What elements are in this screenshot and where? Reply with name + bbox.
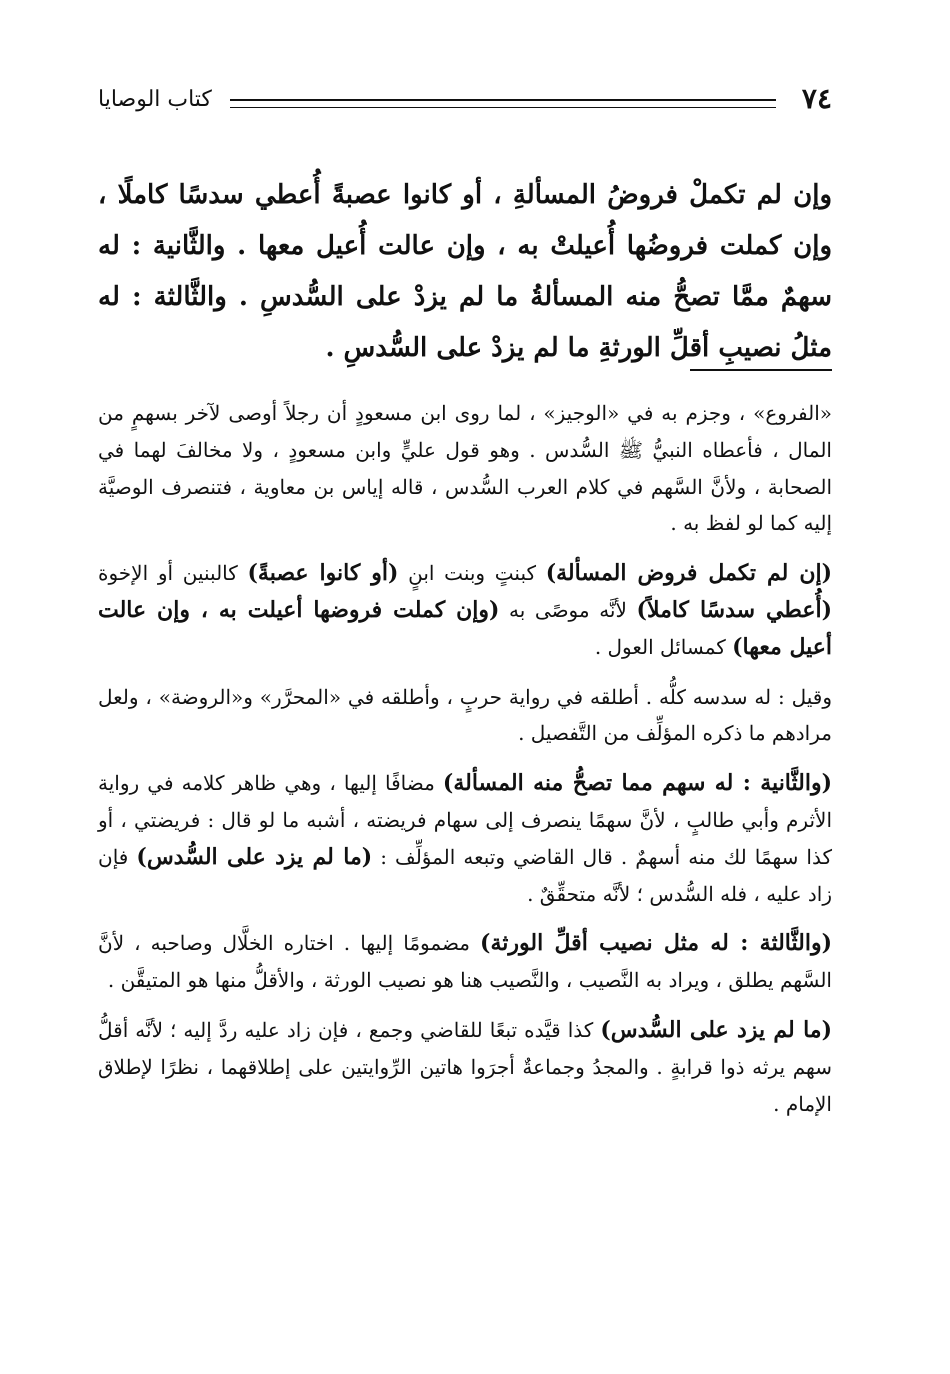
commentary-text: مضمومًا إليها . اختاره الخلَّال وصاحبه ، لأنَّ السَّهم يطلق ، ويراد به النَّصيب ، والنَّصيب هنا هو نصيب الورثة ، والأقلُّ منها هو المتيقَّن .: [98, 931, 832, 993]
lemma-text: (أو كانوا عصبةً): [247, 560, 399, 587]
commentary-text: كمسائل العول .: [594, 634, 733, 659]
commentary-paragraph-3: وقيل : له سدسه كلُّه . أطلقه في رواية حربٍ ، وأطلقه في «المحرَّر» و«الروضة» ، ولعل مرادهم ما ذكره المؤلِّف من التَّفصيل .: [98, 684, 832, 746]
lemma-text: (وإن كملت فروضها أعيلت به ، وإن عالت أعيل معها): [98, 596, 832, 660]
commentary-text: فإن زاد عليه ، فله السُّدس ؛ لأنَّه متحقِّقٌ .: [98, 844, 832, 906]
page-number: ٧٤: [801, 82, 832, 115]
commentary-text: لأنَّه موصًى به: [499, 597, 637, 622]
commentary-paragraph-2: [98, 555, 832, 665]
lemma-text: (ما لم يزد على السُّدس): [600, 1016, 832, 1043]
page-header: [98, 82, 832, 122]
commentary-text: كبنتٍ وبنت ابنٍ: [398, 561, 546, 586]
lemma-text: (إن لم تكمل فروض المسألة): [545, 560, 833, 587]
lemma-text: (ما لم يزد على السُّدس): [136, 843, 373, 870]
commentary-text: كذا قيَّده تبعًا للقاضي وجمع ، فإن زاد عليه ردَّ إليه ؛ لأنَّه أقلُّ سهم يرثه ذوا قرابةٍ . والمجدُ وجماعةٌ أجرَوا هاتين الرِّوايتين على إطلاقهما ، نظرًا لإطلاق الإمام .: [98, 1017, 832, 1116]
commentary-paragraph-5: [98, 925, 832, 999]
commentary: [98, 395, 832, 1135]
commentary-paragraph-6: [98, 1012, 832, 1122]
lemma-text: (أُعطي سدسًا كاملاً): [636, 596, 833, 623]
main-text: وإن لم تكملْ فروضُ المسألةِ ، أو كانوا عصبةً أُعطي سدسًا كاملًا ، وإن كملت فروضُها أُعيلتْ به ، وإن عالت أُعيل معها . والثَّانية : له سهمٌ ممَّا تصحُّ منه المسألةُ ما لم يزدْ على السُّدسِ . والثَّالثة : له مثلُ نصيبِ أقلِّ الورثةِ ما لم يزدْ على السُّدسِ .: [98, 180, 832, 363]
lemma-text: (والثَّانية : له سهم مما تصحُّ منه المسألة): [442, 770, 833, 797]
lemma-text: (والثَّالثة : له مثل نصيب أقلِّ الورثة): [480, 930, 832, 957]
running-title: كتاب الوصايا: [98, 87, 212, 112]
commentary-paragraph-1: «الفروع» ، وجزم به في «الوجيز» ، لما روى ابن مسعودٍ أن رجلاً أوصى لآخر بسهمٍ من المال ، فأعطاه النبيُّ ﷺ السُّدس . وهو قول عليٍّ وابن مسعودٍ ، ولا مخالفَ لهما في الصحابة ، ولأنَّ السَّهم في كلام العرب السُّدس ، قاله إياس بن معاوية ، فتنصرف الوصيَّة إليه كما لو لفظ به .: [98, 401, 832, 536]
commentary-text: مضافًا إليها ، وهي ظاهر كلامه في رواية الأثرم وأبي طالبٍ ، لأنَّ سهمًا ينصرف إلى سهام فريضته ، أشبه ما لو قال : فريضتي ، أو كذا سهمًا لك منه أسهمٌ . قال القاضي وتبعه المؤلِّف :: [98, 771, 833, 869]
header-rule: [230, 99, 776, 108]
footnote-separator: [690, 369, 832, 371]
commentary-paragraph-4: [98, 765, 832, 912]
commentary-text: كالبنين أو الإخوة: [98, 561, 248, 586]
